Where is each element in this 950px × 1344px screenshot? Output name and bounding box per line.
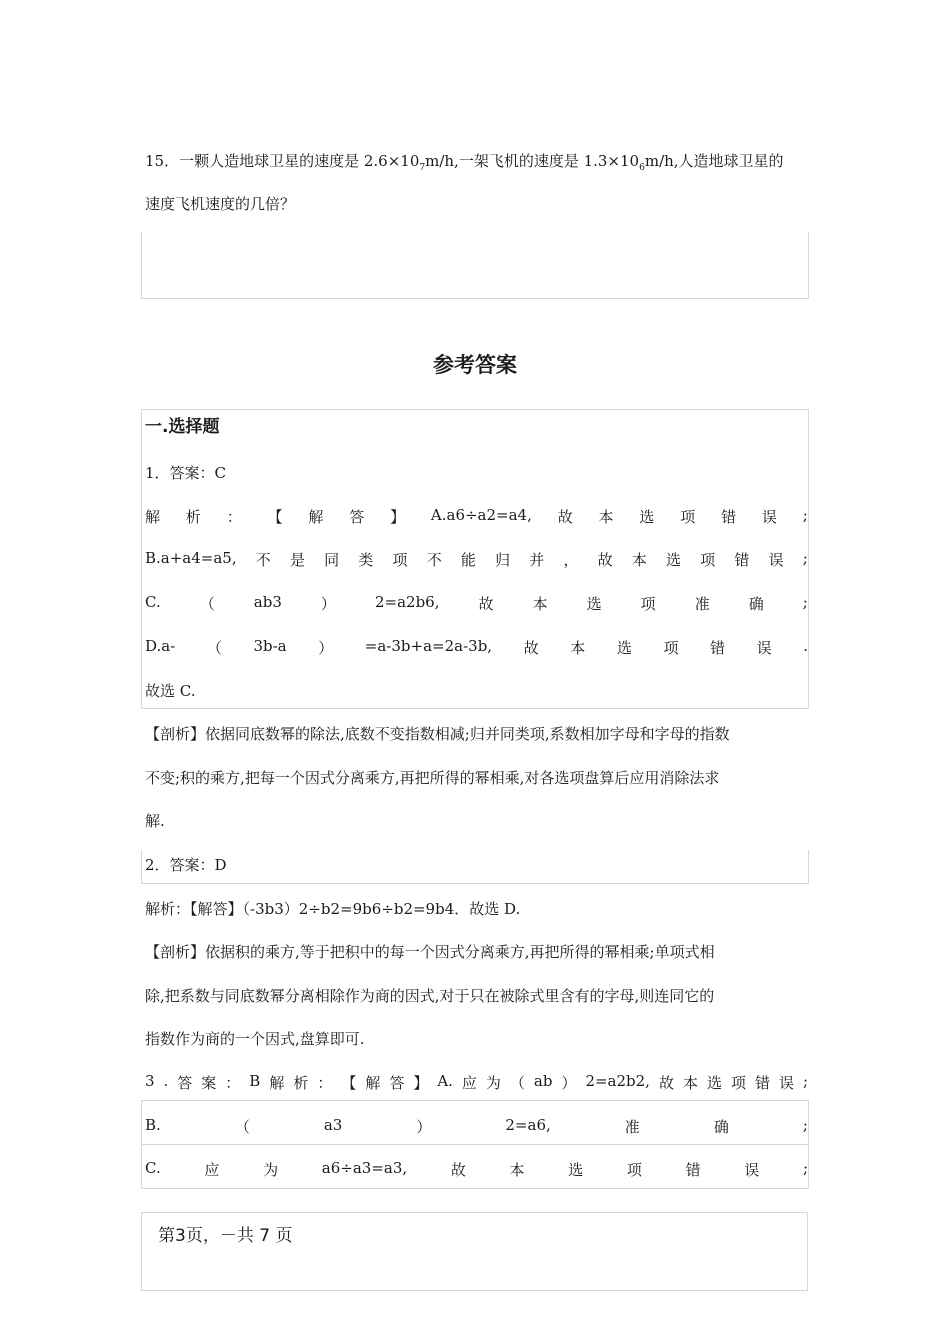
- text-token: 选: [586, 595, 602, 613]
- text-token: ）: [561, 1074, 577, 1092]
- answer-box-15: [141, 232, 809, 299]
- text-token: 错: [710, 639, 726, 657]
- text-token: 3b-a: [253, 637, 287, 655]
- text-token: 误: [761, 508, 777, 526]
- text-token: 【: [267, 508, 283, 526]
- question-15-line2: 速度飞机速度的几倍？: [145, 195, 296, 213]
- text-token: 选: [666, 551, 682, 569]
- text-token: A.a6÷a2=a4,: [430, 506, 532, 524]
- text-token: 确: [713, 1118, 729, 1136]
- text-token: ：: [226, 508, 242, 526]
- page-footer: 第3页，－共 7 页: [158, 1226, 293, 1246]
- text-token: 2=a6,: [505, 1116, 551, 1134]
- text-token: A.: [437, 1072, 453, 1090]
- text-token: 是: [289, 551, 305, 569]
- text-token: 错: [734, 551, 750, 569]
- text-token: 】: [390, 508, 406, 526]
- text-token: .: [163, 1072, 169, 1090]
- text-token: ;: [802, 593, 808, 611]
- page-title: 参考答案: [433, 353, 517, 377]
- text-token: 7: [419, 163, 426, 173]
- text-token: 故: [597, 551, 613, 569]
- answer-1-analysis-line1: 【剖析】依据同底数幂的除法,底数不变指数相减;归并同类项,系数相加字母和字母的指数: [145, 725, 730, 743]
- text-token: 错: [685, 1161, 701, 1179]
- text-token: 故: [557, 508, 573, 526]
- text-token: 并: [529, 551, 545, 569]
- text-token: B.: [145, 1116, 161, 1134]
- answer-3-divider: [141, 1188, 809, 1189]
- answer-1-line2: [145, 549, 808, 570]
- text-token: 选: [706, 1074, 722, 1092]
- text-token: 选: [568, 1161, 584, 1179]
- answer-3-line1: [145, 1072, 808, 1093]
- answer-3-divider: [141, 1144, 809, 1145]
- text-token: 析: [185, 508, 201, 526]
- text-token: m/h,一架飞机的速度是 1.3×10: [425, 152, 640, 170]
- question-15-line1: [145, 150, 784, 173]
- text-token: （: [509, 1074, 525, 1092]
- text-token: 项: [392, 551, 408, 569]
- text-token: 本: [598, 508, 614, 526]
- text-token: 15．一颗人造地球卫星的速度是 2.6×10: [145, 152, 420, 170]
- text-token: ;: [802, 1159, 808, 1177]
- text-token: 错: [754, 1074, 770, 1092]
- answer-1-head: 1．答案：C: [145, 464, 227, 482]
- answer-2-analysis-line1: 【剖析】依据积的乘方,等于把积中的每一个因式分离乘方,再把所得的幂相乘;单项式相: [145, 943, 715, 961]
- text-token: C.: [145, 1159, 161, 1177]
- text-token: 故: [478, 595, 494, 613]
- text-token: 项: [730, 1074, 746, 1092]
- text-token: 故: [450, 1161, 466, 1179]
- answer-1-analysis-line3: 解.: [145, 812, 165, 830]
- text-token: 答: [177, 1074, 193, 1092]
- text-token: ）: [320, 595, 336, 613]
- text-token: 】: [413, 1074, 429, 1092]
- text-token: ）: [416, 1118, 432, 1136]
- text-token: 解: [145, 508, 161, 526]
- text-token: 本: [532, 595, 548, 613]
- text-token: ;: [802, 549, 808, 567]
- text-token: （: [234, 1118, 250, 1136]
- section-title: 一.选择题: [145, 417, 220, 437]
- text-token: 准: [694, 595, 710, 613]
- text-token: 答: [349, 508, 365, 526]
- answer-2-analysis-line2: 除,把系数与同底数幂分离相除作为商的因式,对于只在被除式里含有的字母,则连同它的: [145, 987, 715, 1005]
- text-token: 项: [700, 551, 716, 569]
- text-token: ）: [318, 639, 334, 657]
- text-token: 【: [341, 1074, 357, 1092]
- text-token: ;: [802, 506, 808, 524]
- text-token: B.a+a4=a5,: [145, 549, 237, 567]
- text-token: C.: [145, 593, 161, 611]
- text-token: 3: [145, 1072, 155, 1090]
- text-token: 解: [308, 508, 324, 526]
- text-token: 本: [509, 1161, 525, 1179]
- text-token: 应: [204, 1161, 220, 1179]
- text-token: 能: [460, 551, 476, 569]
- text-token: 本: [631, 551, 647, 569]
- text-token: 同: [324, 551, 340, 569]
- text-token: ：: [317, 1074, 333, 1092]
- text-token: ab: [533, 1072, 553, 1090]
- text-token: a6÷a3=a3,: [321, 1159, 408, 1177]
- text-token: ;: [802, 1116, 808, 1134]
- text-token: 误: [756, 639, 772, 657]
- answer-2-analysis-line3: 指数作为商的一个因式,盘算即可.: [145, 1030, 365, 1048]
- text-token: 答: [389, 1074, 405, 1092]
- text-token: 解: [269, 1074, 285, 1092]
- text-token: 选: [639, 508, 655, 526]
- text-token: =a-3b+a=2a-3b,: [364, 637, 493, 655]
- text-token: a3: [323, 1116, 343, 1134]
- text-token: 类: [358, 551, 374, 569]
- text-token: 2=a2b6,: [374, 593, 440, 611]
- text-token: （: [206, 639, 222, 657]
- text-token: 项: [640, 595, 656, 613]
- text-token: ：: [225, 1074, 241, 1092]
- text-token: 为: [485, 1074, 501, 1092]
- text-token: 错: [721, 508, 737, 526]
- text-token: 不: [426, 551, 442, 569]
- text-token: ;: [802, 1072, 808, 1090]
- answer-2-box: [141, 850, 809, 884]
- text-token: D.a-: [145, 637, 176, 655]
- text-token: 项: [680, 508, 696, 526]
- answer-2-head: 2．答案：D: [145, 856, 227, 874]
- answer-3-line2: [145, 1116, 808, 1137]
- text-token: 项: [663, 639, 679, 657]
- text-token: ab3: [253, 593, 282, 611]
- text-token: 误: [768, 551, 784, 569]
- text-token: 析: [293, 1074, 309, 1092]
- answer-1-line1: [145, 506, 808, 527]
- text-token: 误: [778, 1074, 794, 1092]
- text-token: 故: [658, 1074, 674, 1092]
- text-token: 不: [255, 551, 271, 569]
- answer-1-line4: [145, 637, 808, 658]
- text-token: B: [249, 1072, 261, 1090]
- answer-1-line3: [145, 593, 808, 614]
- text-token: ，: [563, 551, 579, 569]
- answer-1-line5: 故选 C.: [145, 682, 196, 700]
- text-token: 解: [365, 1074, 381, 1092]
- text-token: 本: [682, 1074, 698, 1092]
- text-token: 选: [616, 639, 632, 657]
- text-token: 准: [624, 1118, 640, 1136]
- text-token: 6: [639, 163, 645, 173]
- text-token: 故: [523, 639, 539, 657]
- text-token: 2=a2b2,: [585, 1072, 650, 1090]
- text-token: 案: [201, 1074, 217, 1092]
- text-token: 为: [263, 1161, 279, 1179]
- text-token: .: [803, 637, 808, 655]
- text-token: 归: [495, 551, 511, 569]
- answer-2-line1: 解析：【解答】（-3b3）2÷b2=9b6÷b2=9b4．故选 D.: [145, 900, 521, 918]
- text-token: 误: [744, 1161, 760, 1179]
- answer-3-line3: [145, 1159, 808, 1180]
- text-token: 项: [626, 1161, 642, 1179]
- text-token: 本: [570, 639, 586, 657]
- text-token: m/h,人造地球卫星的: [644, 152, 784, 170]
- answer-1-analysis-line2: 不变;积的乘方,把每一个因式分离乘方,再把所得的幂相乘,对各选项盘算后应用消除法求: [145, 769, 720, 787]
- text-token: （: [199, 595, 215, 613]
- text-token: 确: [748, 595, 764, 613]
- text-token: 应: [461, 1074, 477, 1092]
